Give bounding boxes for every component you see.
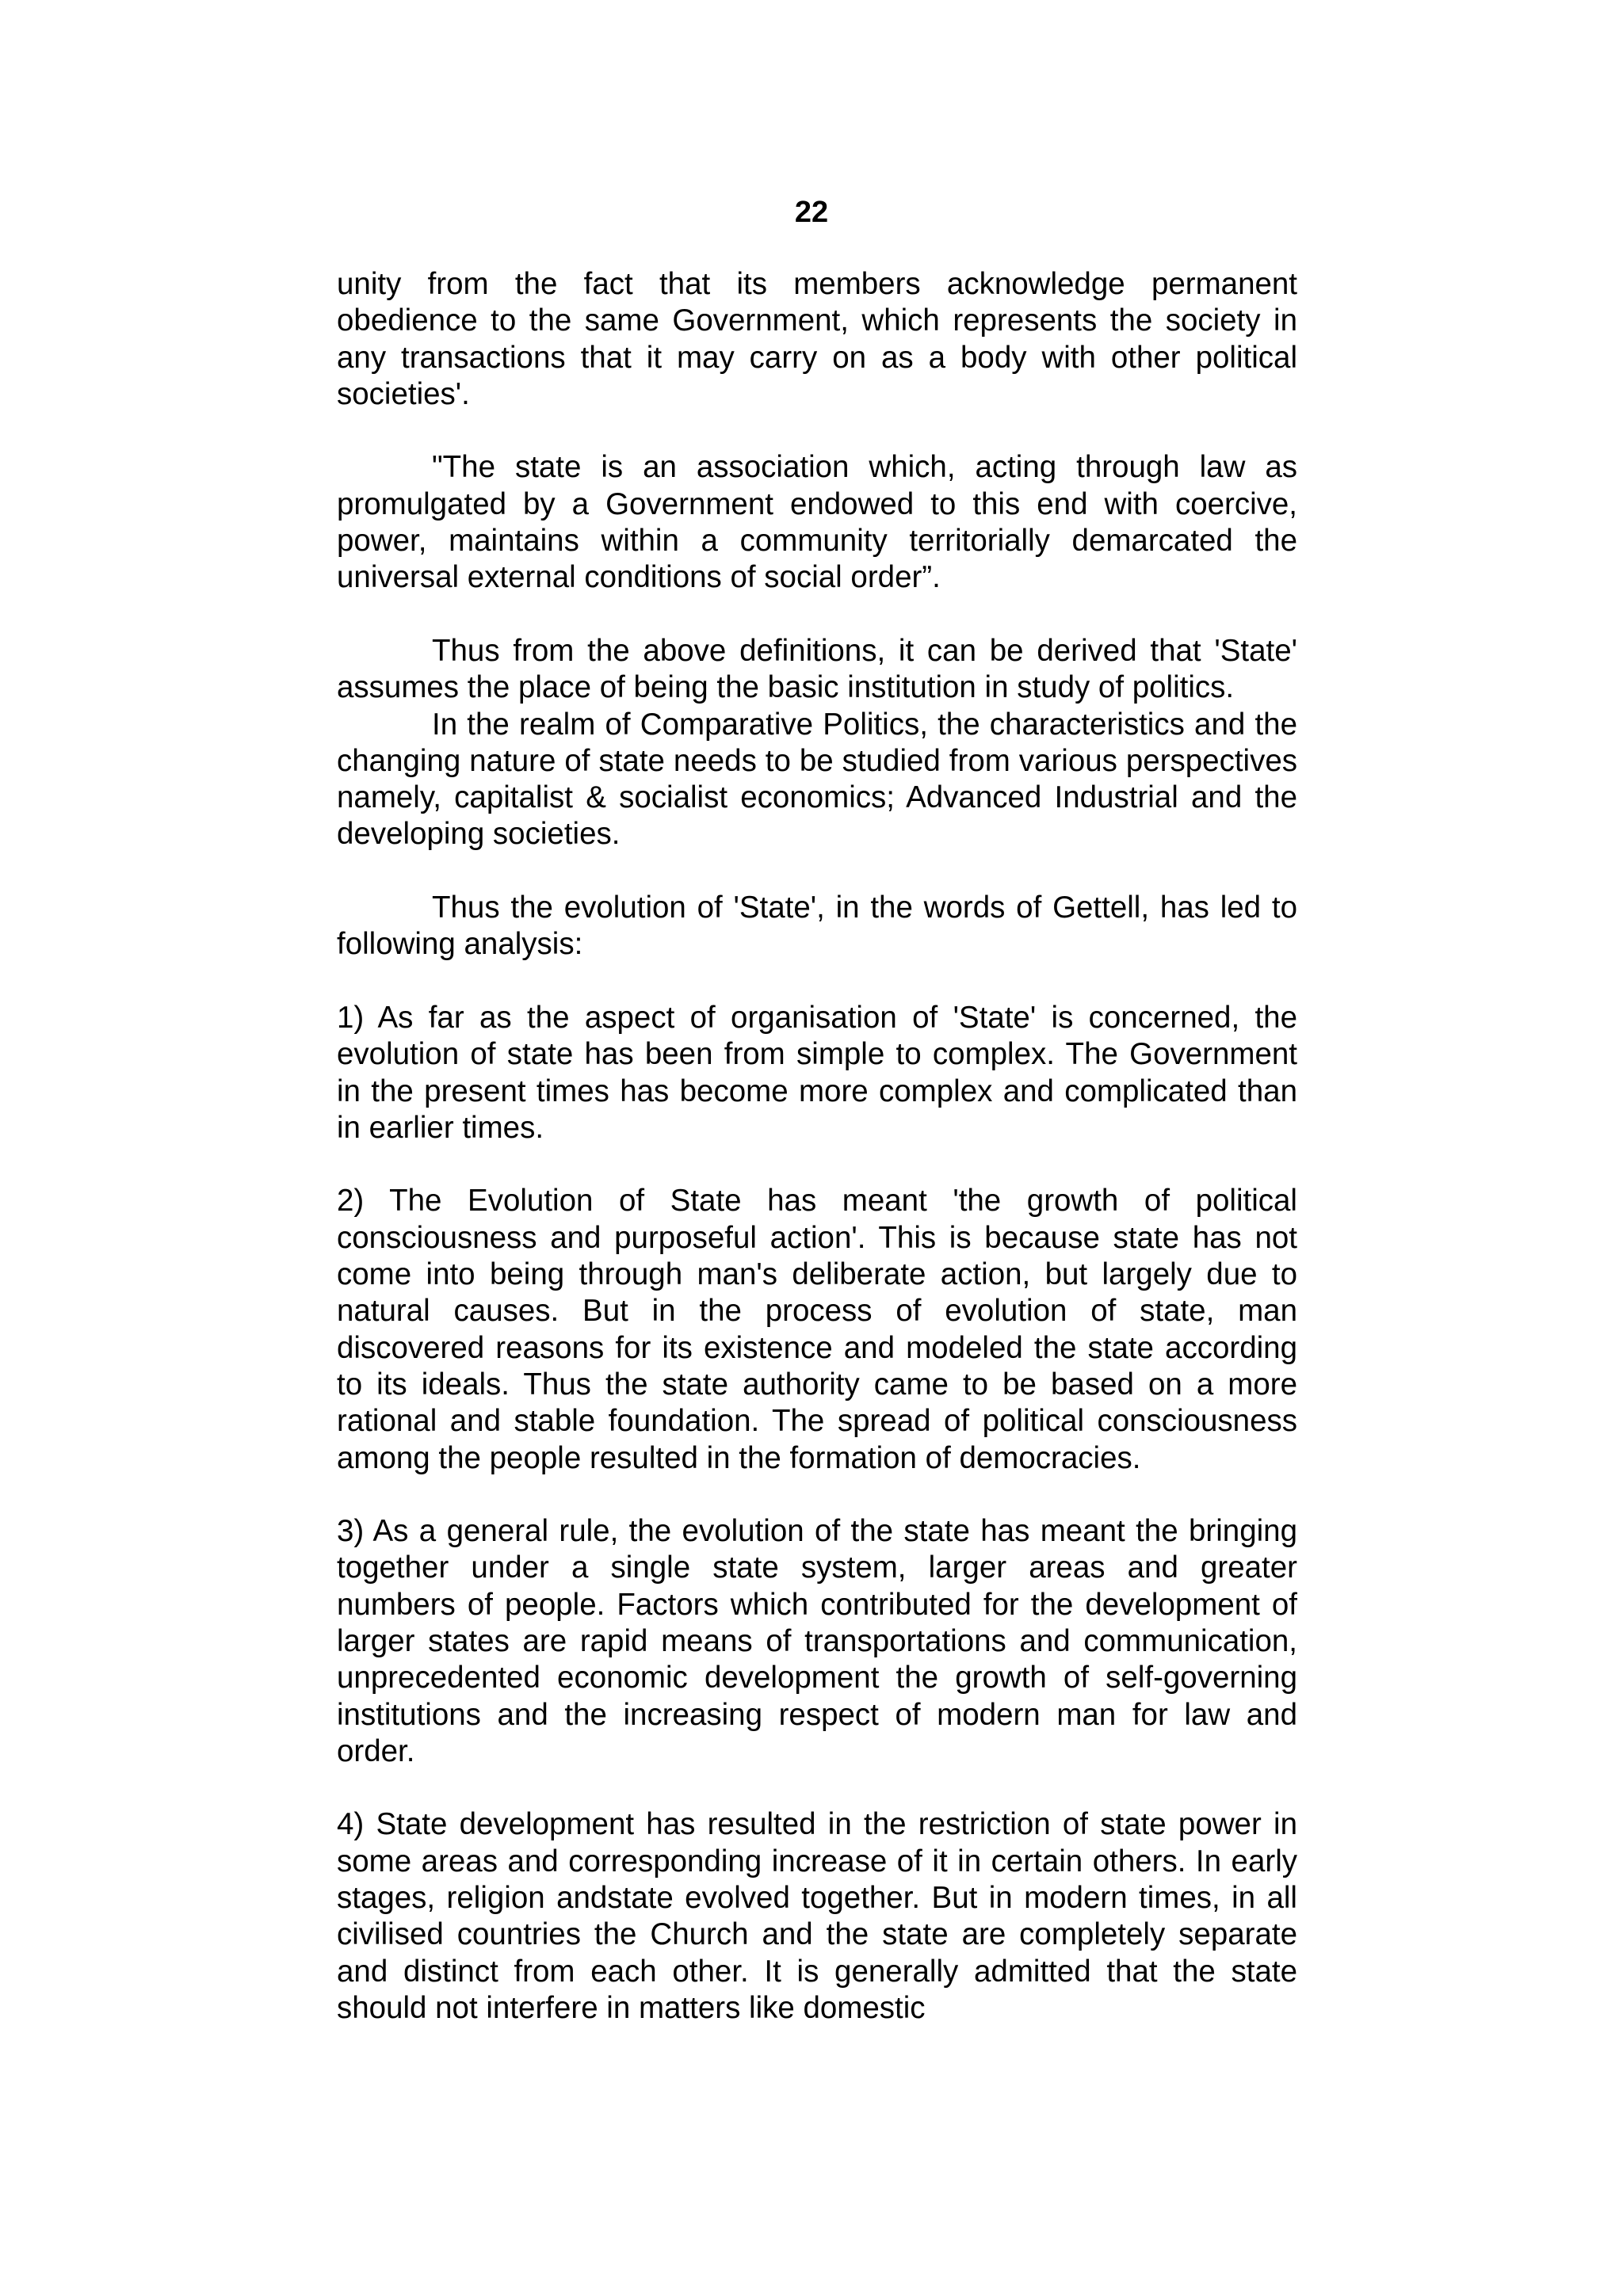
body-text — [337, 266, 1297, 2027]
paragraph-definitions-conclusion: Thus from the above definitions, it can be derived that 'State' assumes the place of being the basic institution in study of politics. — [337, 633, 1297, 705]
list-item-4: 4) State development has resulted in the restriction of state power in some areas and corresponding increase of it in certain others. In early stages, religion andstate evolved together. But in modern times, in all civilised countries the Church and the state are completely separate and distinct from each other. It is generally admitted that the state should not interfere in matters like domestic — [337, 1807, 1297, 2025]
list-item-1: 1) As far as the aspect of organisation of 'State' is concerned, the evolution of state has been from simple to complex. The Government in the present times has become more complex and complicated than in earlier times. — [337, 1000, 1297, 1145]
page-number: 22 — [794, 196, 829, 229]
list-item-3: 3) As a general rule, the evolution of the state has meant the bringing together under a single state system, larger areas and greater numbers of people. Factors which contributed for the development of larger states are rapid means of transportations and communication, unprecedented economic development the growth of self-governing institutions and the increasing respect of modern man for law and order. — [337, 1514, 1297, 1768]
paragraph-gettell-analysis: Thus the evolution of 'State', in the words of Gettell, has led to following analysis: — [337, 891, 1297, 962]
paragraph-continuation: unity from the fact that its members acknowledge permanent obedience to the same Government, which represents the society in any transactions that it may carry on as a body with other political societies'. — [337, 267, 1297, 411]
list-item-2: 2) The Evolution of State has meant 'the growth of political consciousness and purposeful action'. This is because state has not come into being through man's deliberate action, but largely due to natural causes. But in the process of evolution of state, man discovered reasons for its existence and modeled the state according to its ideals. Thus the state authority came to be based on a more rational and stable foundation. The spread of political consciousness among the people resulted in the formation of democracies. — [337, 1184, 1297, 1475]
paragraph-comparative-politics: In the realm of Comparative Politics, the characteristics and the changing nature of state needs to be studied from various perspectives namely, capitalist & socialist economics; Advanced Industrial and the developing societies. — [337, 707, 1297, 852]
paragraph-state-definition-quote: "The state is an association which, acting through law as promulgated by a Government endowed to this end with coercive, power, maintains within a community territorially demarcated the universal external conditions of social order”. — [337, 450, 1297, 595]
